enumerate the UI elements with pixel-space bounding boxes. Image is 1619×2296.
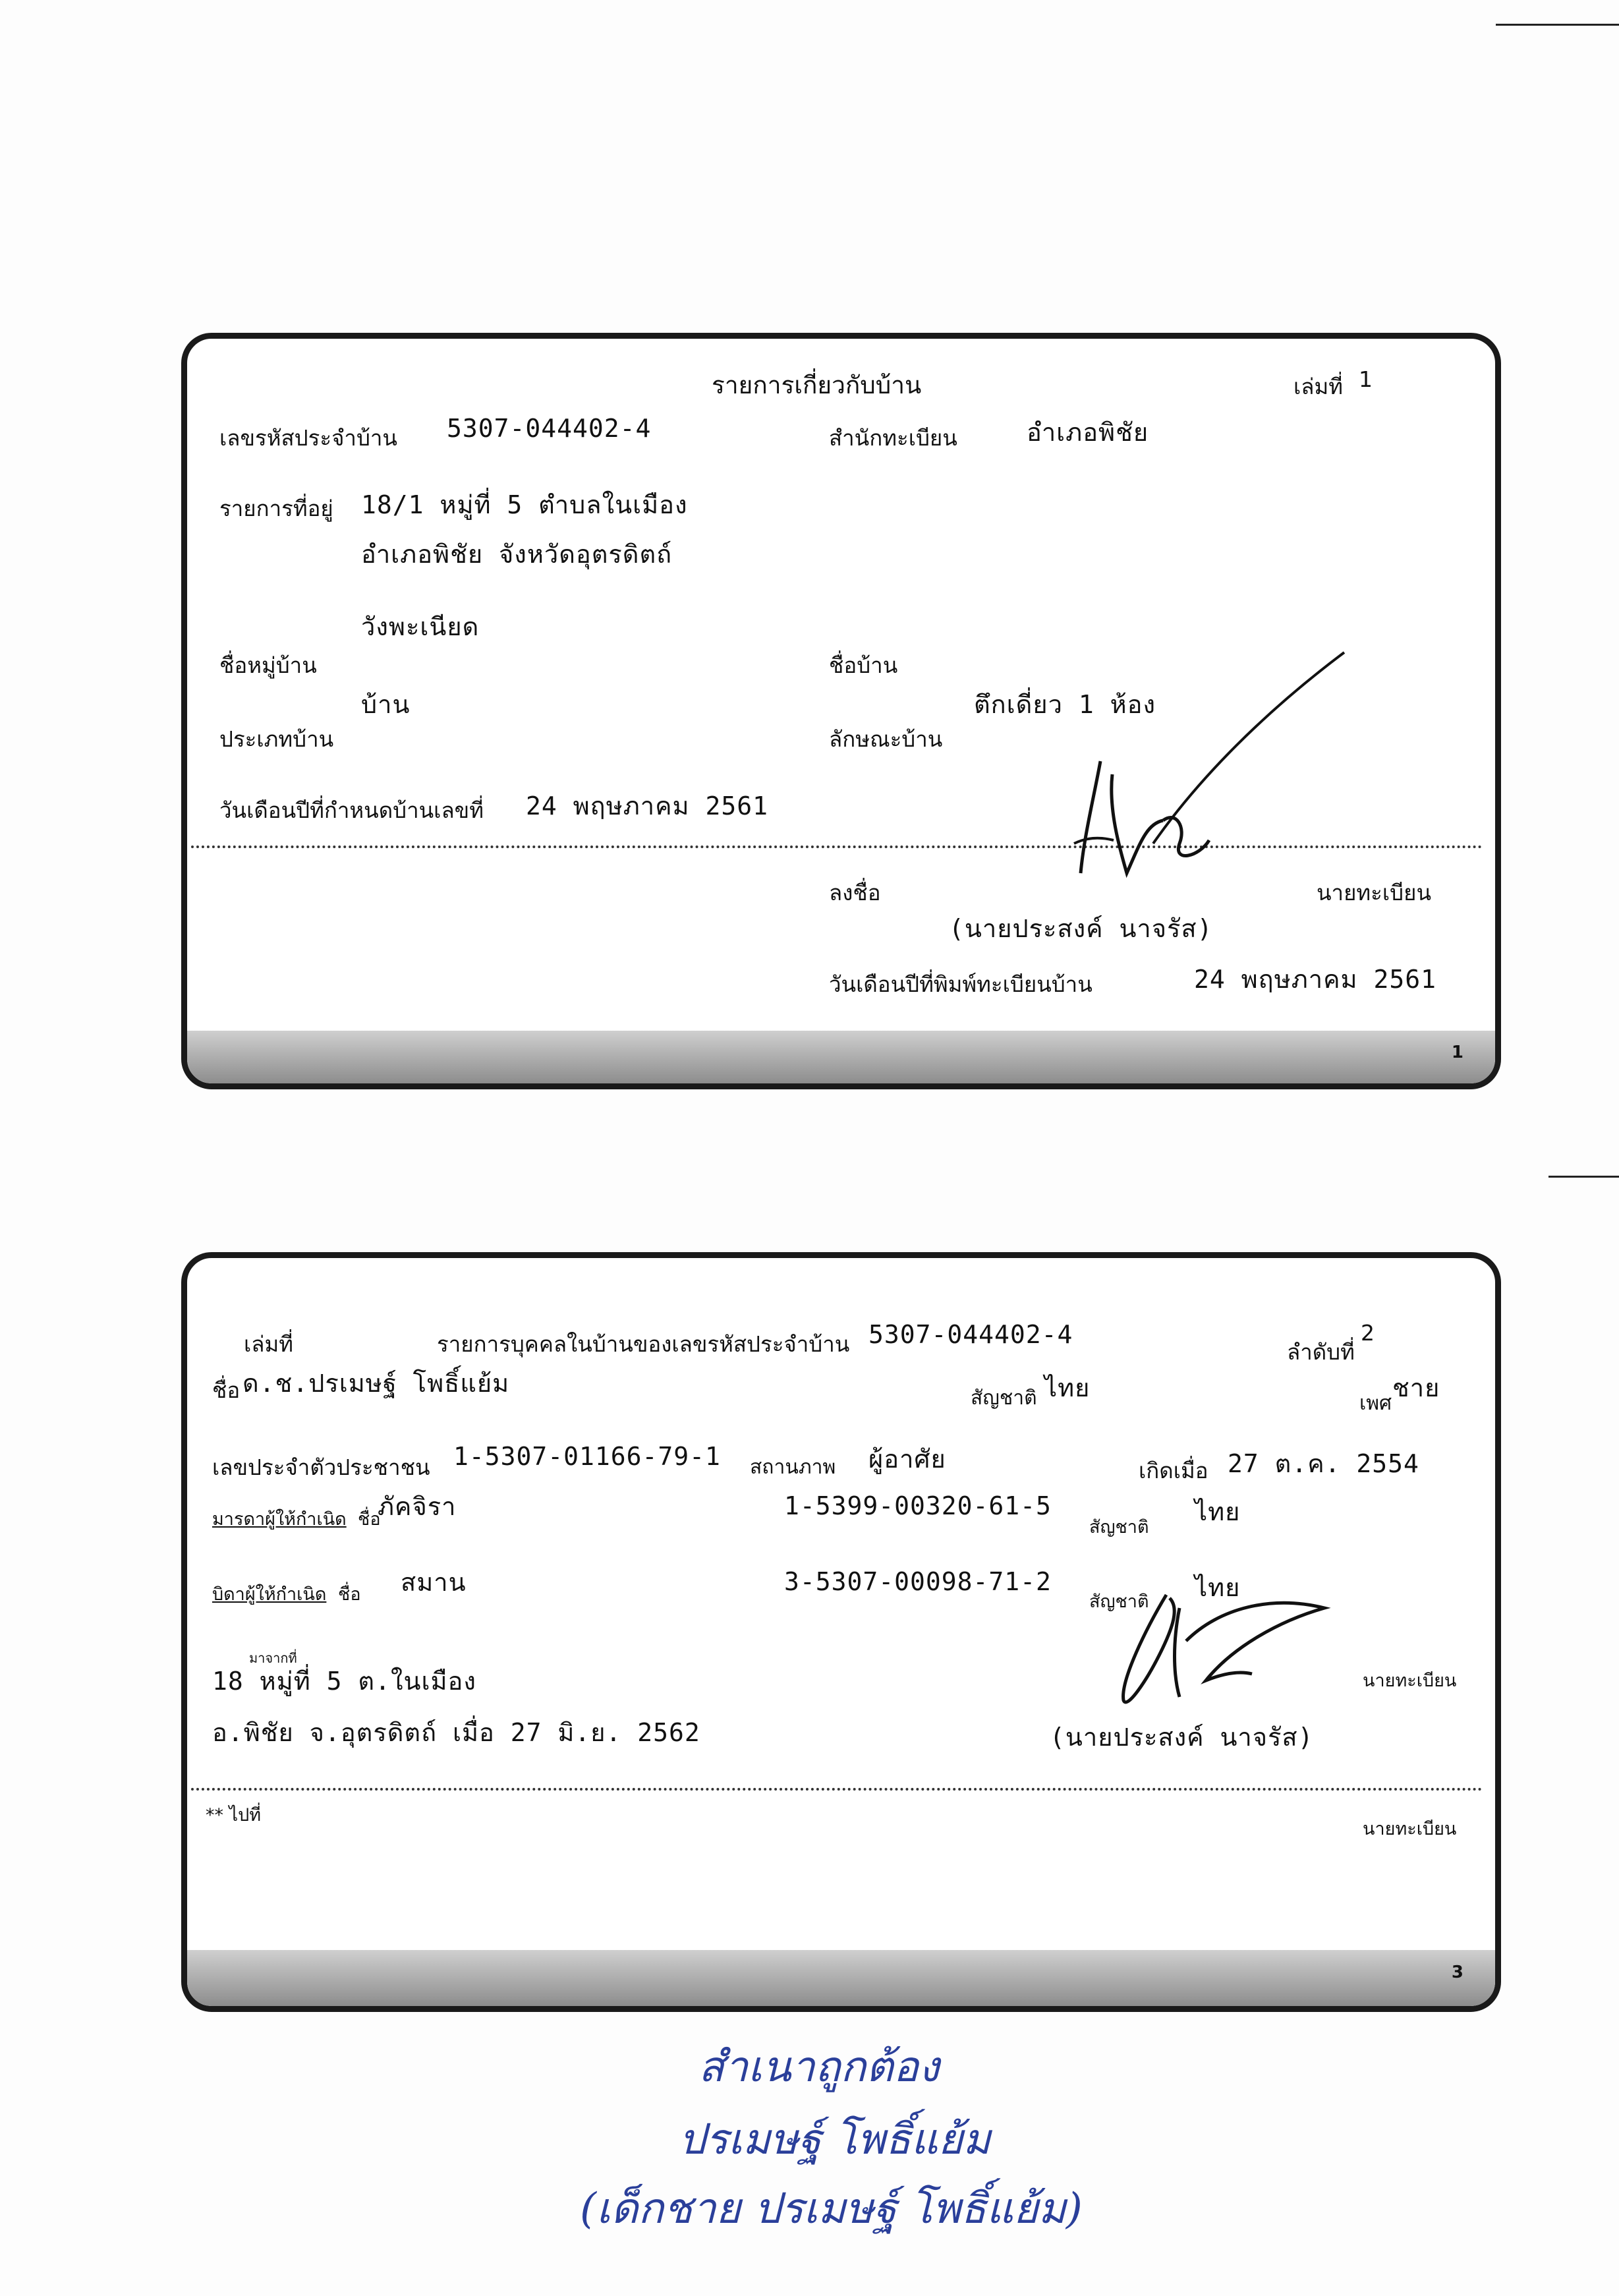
moved-from-line2: อ.พิชัย จ.อุตรดิตถ์ เมื่อ 27 มิ.ย. 2562 [212, 1718, 700, 1747]
nationality-label: สัญชาติ [971, 1387, 1037, 1410]
house-character-value: ตึกเดี่ยว 1 ห้อง [974, 690, 1156, 719]
father-nationality-label: สัญชาติ [1089, 1592, 1149, 1612]
mother-name-label: ชื่อ [358, 1509, 381, 1530]
house-type-label: ประเภทบ้าน [219, 726, 334, 752]
moved-from-label: มาจากที่ [249, 1650, 297, 1666]
birth-value: 27 ต.ค. 2554 [1228, 1449, 1419, 1478]
book-number-value: 1 [1359, 366, 1373, 392]
registry-office-value: อำเภอพิชัย [1027, 418, 1149, 447]
registry-office-label: สำนักทะเบียน [829, 425, 957, 451]
card-footer-band [187, 1031, 1495, 1083]
house-character-label: ลักษณะบ้าน [829, 726, 943, 752]
mother-name: ภัคจิรา [378, 1492, 457, 1521]
book-number-label: เล่มที่ [1293, 374, 1344, 399]
sex-value: ชาย [1392, 1373, 1440, 1402]
father-name: สมาน [401, 1568, 467, 1597]
address-label: รายการที่อยู่ [219, 496, 333, 521]
registrar-signature [1107, 1568, 1331, 1720]
mother-id: 1-5399-00320-61-5 [784, 1491, 1052, 1520]
mother-label: มารดาผู้ให้กำเนิด [212, 1509, 347, 1530]
father-nationality: ไทย [1195, 1573, 1241, 1602]
sex-label: เพศ [1359, 1392, 1392, 1415]
village-label: ชื่อหมู่บ้าน [219, 652, 317, 678]
card-title: รายการบุคคลในบ้านของเลขรหัสประจำบ้าน [437, 1331, 850, 1357]
card-footer-band [187, 1950, 1495, 2006]
page-number: 3 [1451, 1963, 1463, 1982]
copy-edge-line [1496, 24, 1619, 26]
name-value: ด.ช.ปรเมษฐ์ โพธิ์แย้ม [242, 1369, 510, 1398]
moved-from-line1: 18 หมู่ที่ 5 ต.ในเมือง [212, 1667, 476, 1696]
registrar-label: นายทะเบียน [1317, 880, 1432, 905]
number-assigned-value: 24 พฤษภาคม 2561 [526, 791, 768, 820]
page-number: 1 [1451, 1043, 1463, 1062]
sign-label: ลงชื่อ [829, 880, 881, 905]
printed-value: 24 พฤษภาคม 2561 [1194, 965, 1436, 994]
printed-label: วันเดือนปีที่พิมพ์ทะเบียนบ้าน [829, 971, 1093, 997]
order-label: ลำดับที่ [1287, 1339, 1355, 1365]
handwritten-full-name: (เด็กชาย ปรเมษฐ์ โพธิ์แย้ม) [580, 2185, 1083, 2233]
copy-edge-line [1548, 1176, 1619, 1178]
order-value: 2 [1361, 1320, 1375, 1346]
registrar-name: (นายประสงค์ นาจรัส) [949, 914, 1213, 943]
status-label: สถานภาพ [750, 1456, 836, 1479]
registrar-label-2: นายทะเบียน [1363, 1819, 1457, 1839]
village-value: วังพะเนียด [361, 612, 480, 641]
house-code-value: 5307-044402-4 [447, 414, 652, 443]
separator-line [191, 1788, 1483, 1791]
registrar-name: (นายประสงค์ นาจรัส) [1050, 1723, 1314, 1752]
id-label: เลขประจำตัวประชาชน [212, 1454, 430, 1480]
nationality-value: ไทย [1044, 1373, 1091, 1402]
father-name-label: ชื่อ [338, 1584, 361, 1605]
father-label: บิดาผู้ให้กำเนิด [212, 1584, 327, 1605]
id-value: 1-5307-01166-79-1 [453, 1442, 721, 1471]
house-name-label: ชื่อบ้าน [829, 652, 898, 678]
card-title: รายการเกี่ยวกับบ้าน [712, 371, 922, 399]
birth-label: เกิดเมื่อ [1139, 1458, 1208, 1483]
moved-to-label: ** ไปที่ [206, 1805, 262, 1825]
handwritten-signature-name: ปรเมษฐ์ โพธิ์แย้ม [679, 2115, 991, 2164]
house-code-label: เลขรหัสประจำบ้าน [219, 425, 397, 451]
address-line1: 18/1 หมู่ที่ 5 ตำบลในเมือง [361, 490, 688, 519]
number-assigned-label: วันเดือนปีที่กำหนดบ้านเลขที่ [219, 797, 484, 823]
house-type-value: บ้าน [361, 690, 411, 719]
mother-nationality: ไทย [1195, 1497, 1241, 1526]
house-code-value: 5307-044402-4 [868, 1320, 1073, 1349]
address-line2: อำเภอพิชัย จังหวัดอุตรดิตถ์ [361, 540, 673, 569]
book-label: เล่มที่ [244, 1331, 294, 1357]
status-value: ผู้อาศัย [868, 1445, 946, 1474]
father-id: 3-5307-00098-71-2 [784, 1567, 1052, 1596]
handwritten-certification: สำเนาถูกต้อง [698, 2043, 940, 2092]
registrar-signature [1048, 646, 1351, 890]
mother-nationality-label: สัญชาติ [1089, 1517, 1149, 1537]
registrar-label: นายทะเบียน [1363, 1671, 1457, 1691]
name-label: ชื่อ [212, 1377, 241, 1403]
